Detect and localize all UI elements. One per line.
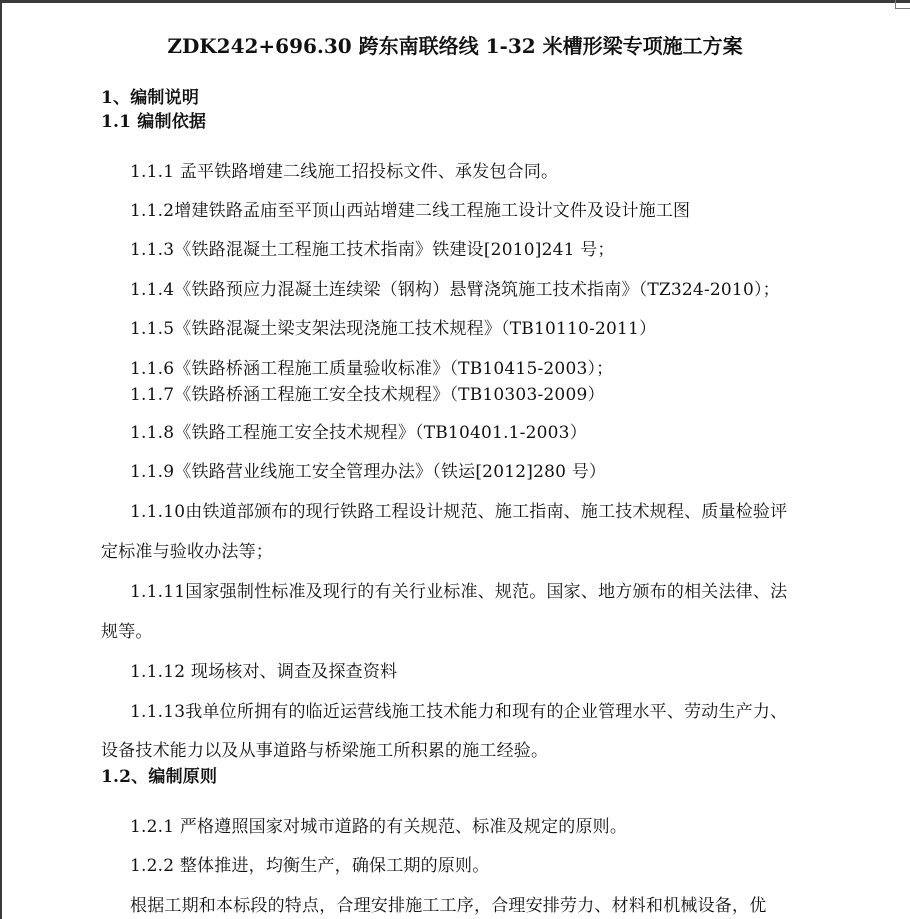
basis-item-1-1-3: 1.1.3《铁路混凝土工程施工技术指南》铁建设[2010]241 号； xyxy=(130,240,615,260)
basis-item-1-1-13-line1: 1.1.13我单位所拥有的临近运营线施工技术能力和现有的企业管理水平、劳动生产力、 xyxy=(130,702,788,722)
document-title: ZDK242+696.30 跨东南联络线 1-32 米槽形梁专项施工方案 xyxy=(167,34,743,58)
basis-item-1-1-11-line1: 1.1.11国家强制性标准及现行的有关行业标准、规范。国家、地方颁布的相关法律、法 xyxy=(130,582,788,602)
basis-item-1-1-7: 1.1.7《铁路桥涵工程施工安全技术规程》（TB10303-2009） xyxy=(130,385,605,405)
basis-item-1-1-11-line2: 规等。 xyxy=(101,622,153,642)
basis-item-1-1-10-line2: 定标准与验收办法等； xyxy=(101,542,273,562)
basis-item-1-1-4: 1.1.4《铁路预应力混凝土连续梁（钢构）悬臂浇筑施工技术指南》（TZ324-2010）； xyxy=(130,280,780,300)
section-1-heading: 1、编制说明 xyxy=(101,88,200,108)
section-1-2-heading: 1.2、编制原则 xyxy=(101,767,218,787)
basis-item-1-1-2: 1.1.2增建铁路孟庙至平顶山西站增建二线工程施工设计文件及设计施工图 xyxy=(130,201,691,221)
closing-paragraph-line: 根据工期和本标段的特点，合理安排施工工序，合理安排劳力、材料和机械设备，优 xyxy=(130,896,767,916)
basis-item-1-1-1: 1.1.1 孟平铁路增建二线施工招投标文件、承发包合同。 xyxy=(130,162,559,182)
basis-item-1-1-10-line1: 1.1.10由铁道部颁布的现行铁路工程设计规范、施工指南、施工技术规程、质量检验评 xyxy=(130,502,788,522)
principle-item-1-2-2: 1.2.2 整体推进，均衡生产，确保工期的原则。 xyxy=(130,856,490,876)
corner-mark xyxy=(895,0,910,9)
basis-item-1-1-12: 1.1.12 现场核对、调查及探查资料 xyxy=(130,662,398,682)
section-1-1-heading: 1.1 编制依据 xyxy=(101,112,207,132)
basis-item-1-1-6: 1.1.6《铁路桥涵工程施工质量验收标准》（TB10415-2003）； xyxy=(130,359,614,379)
principle-item-1-2-1: 1.2.1 严格遵照国家对城市道路的有关规范、标准及规定的原则。 xyxy=(130,817,628,837)
basis-item-1-1-9: 1.1.9《铁路营业线施工安全管理办法》（铁运[2012]280 号） xyxy=(130,462,607,482)
basis-item-1-1-5: 1.1.5《铁路混凝土梁支架法现浇施工技术规程》（TB10110-2011） xyxy=(130,319,657,339)
basis-item-1-1-13-line2: 设备技术能力以及从事道路与桥梁施工所积累的施工经验。 xyxy=(101,741,549,761)
basis-item-1-1-8: 1.1.8《铁路工程施工安全技术规程》（TB10401.1-2003） xyxy=(130,423,587,443)
